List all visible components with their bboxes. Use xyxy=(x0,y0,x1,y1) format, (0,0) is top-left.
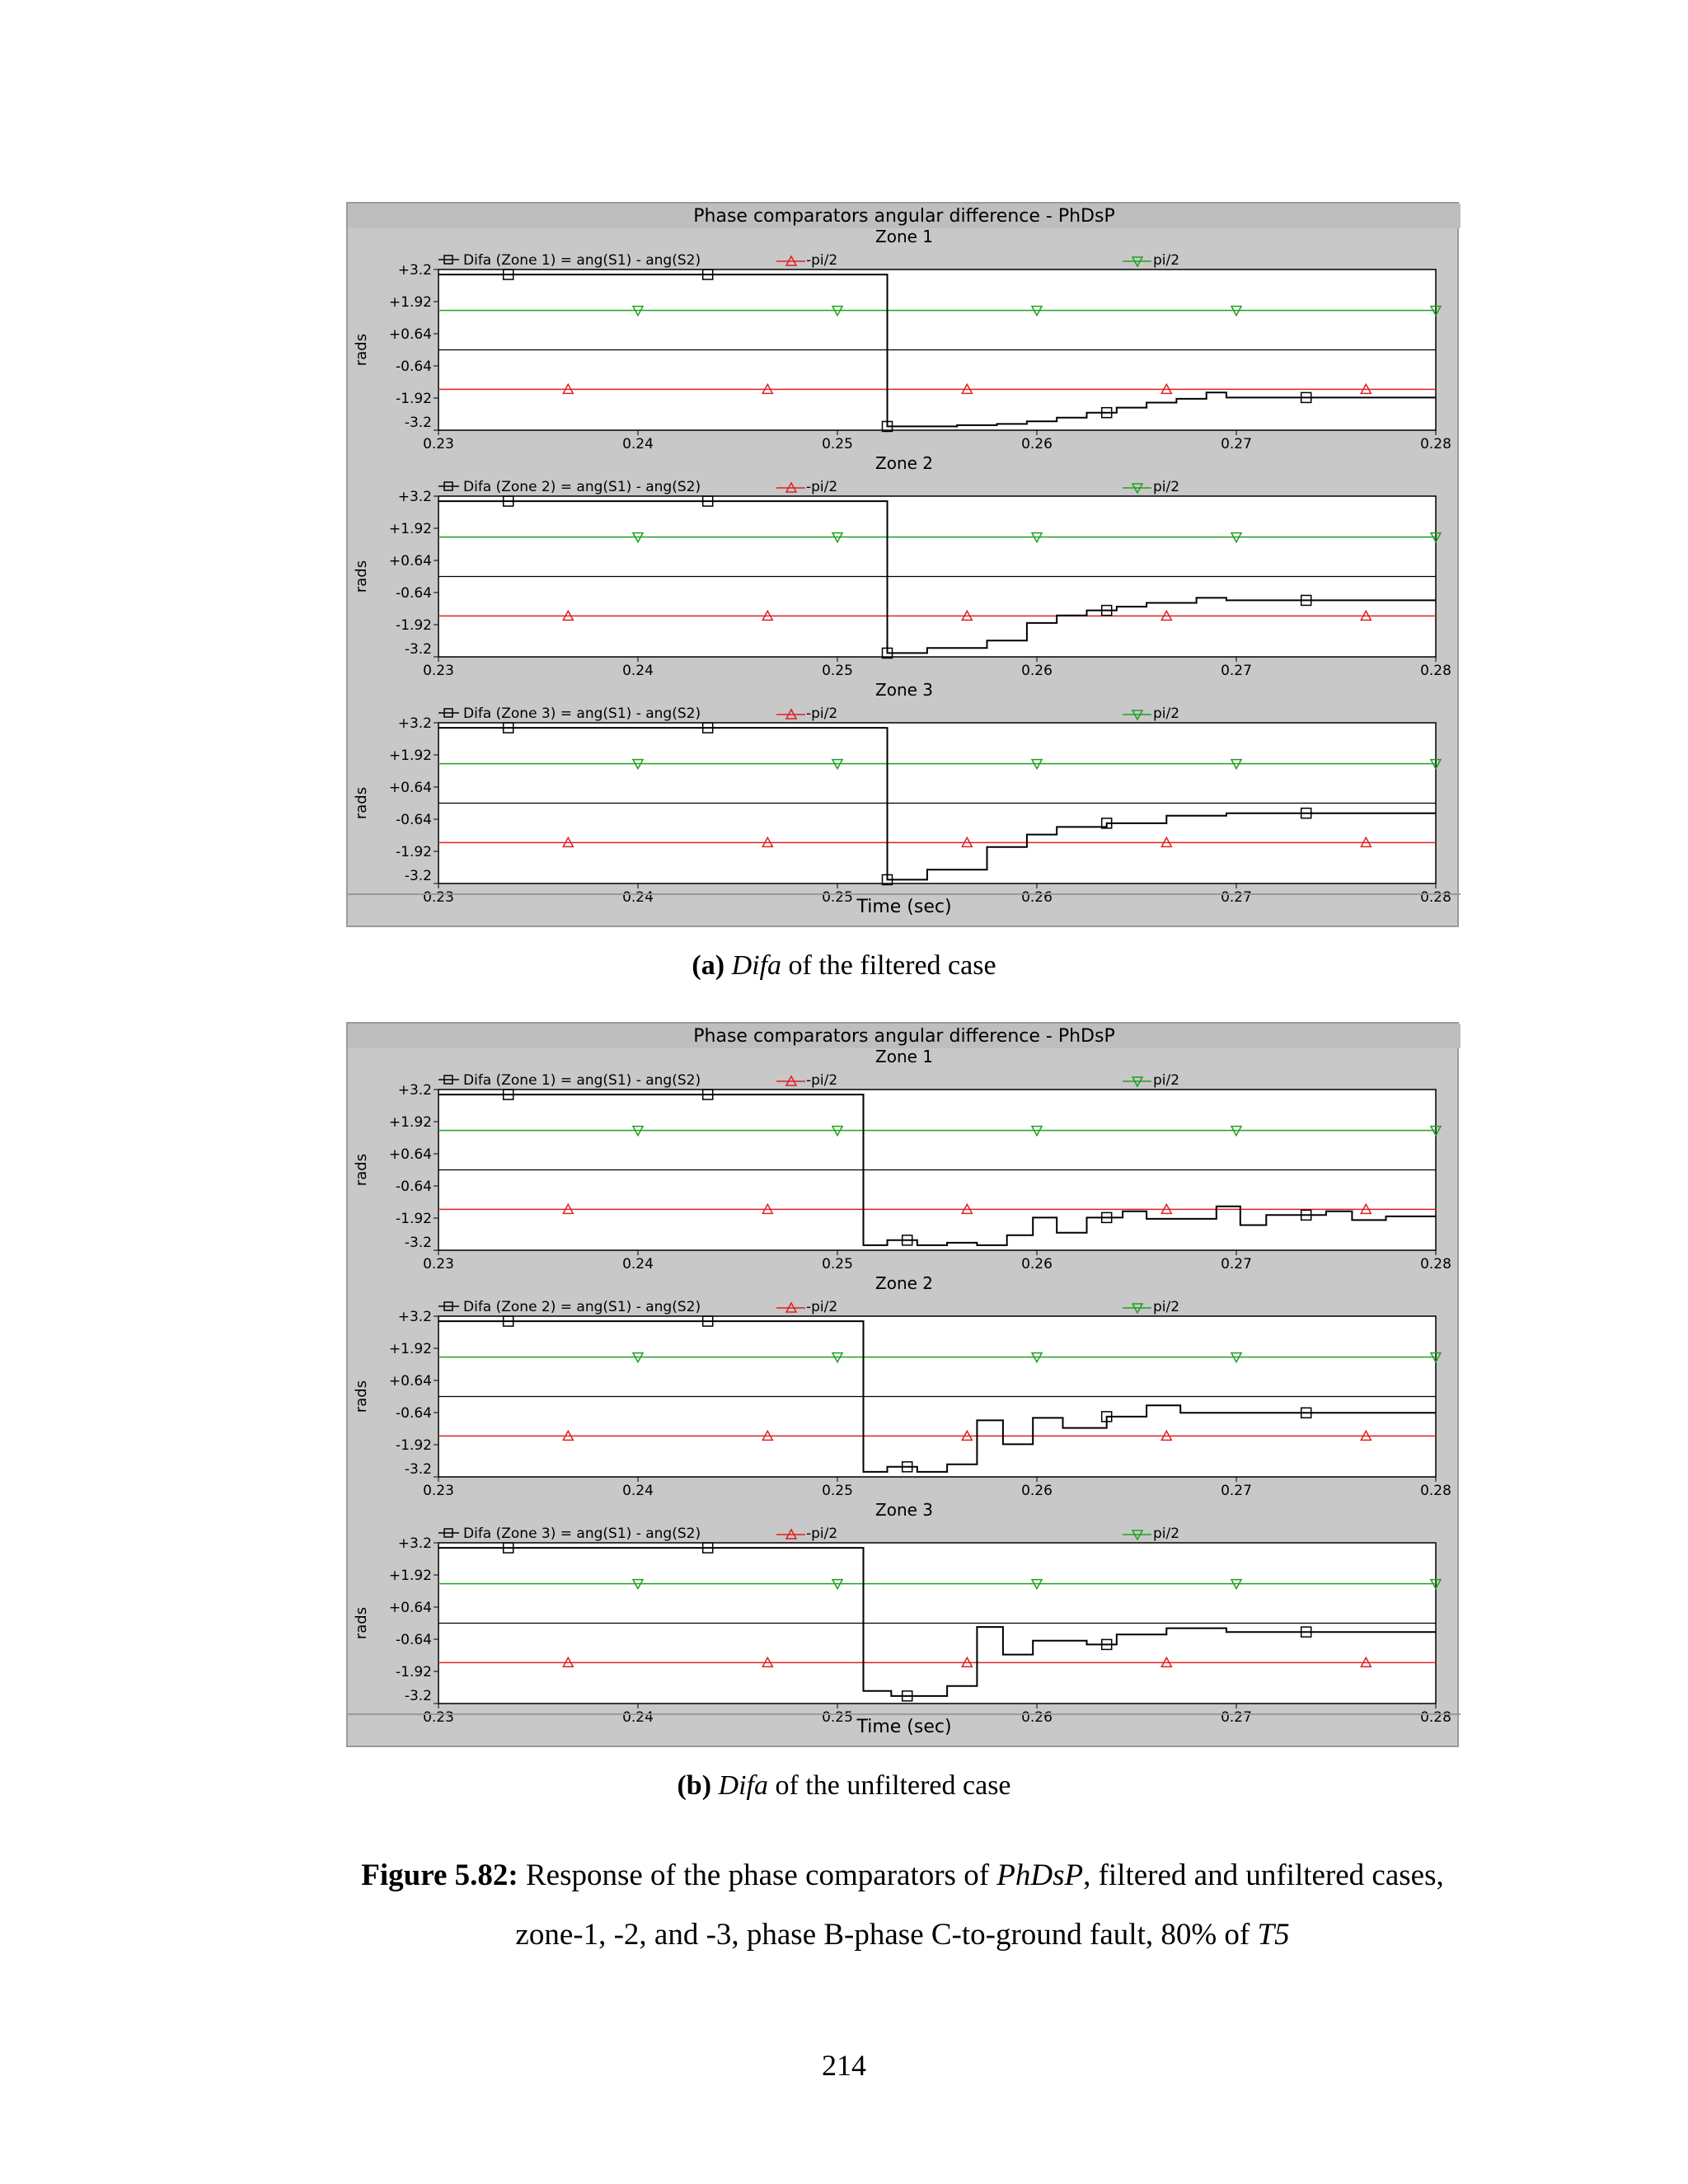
x-tick-label: 0.24 xyxy=(622,889,654,906)
chart-unfiltered-svg xyxy=(348,1024,1461,1749)
x-tick-label: 0.26 xyxy=(1021,436,1053,452)
x-tick-label: 0.26 xyxy=(1021,1709,1053,1726)
y-tick-label: +3.2 xyxy=(397,262,432,279)
legend-label-difa: Difa (Zone 2) = ang(S1) - ang(S2) xyxy=(463,479,701,495)
x-tick-label: 0.23 xyxy=(423,663,454,679)
y-tick-label: +3.2 xyxy=(397,489,432,505)
page-number: 214 xyxy=(822,2049,866,2082)
y-axis-label: rads xyxy=(353,1606,370,1640)
x-tick-label: 0.26 xyxy=(1021,1256,1053,1272)
caption-name: Difa xyxy=(731,950,782,981)
y-tick-label: -0.64 xyxy=(396,1632,432,1648)
figure-t5: T5 xyxy=(1257,1918,1290,1952)
x-tick-label: 0.28 xyxy=(1420,1256,1451,1272)
zone-2 xyxy=(353,453,1451,679)
caption-letter: (b) xyxy=(677,1770,712,1801)
y-tick-label: -0.64 xyxy=(396,359,432,375)
caption-rest: of the filtered case xyxy=(781,950,996,981)
y-tick-label: -3.2 xyxy=(404,1461,432,1478)
y-tick-label: -3.2 xyxy=(404,1235,432,1251)
caption-filtered xyxy=(0,950,1688,982)
zone-2 xyxy=(353,1273,1451,1499)
x-tick-label: 0.27 xyxy=(1221,663,1252,679)
y-tick-label: +0.64 xyxy=(388,780,432,796)
x-tick-label: 0.27 xyxy=(1221,436,1252,452)
x-tick-label: 0.23 xyxy=(423,889,454,906)
x-tick-label: 0.23 xyxy=(423,1256,454,1272)
caption-rest: of the unfiltered case xyxy=(767,1770,1011,1801)
y-tick-label: +1.92 xyxy=(388,1114,432,1131)
zone-3 xyxy=(353,680,1451,906)
caption-name: Difa xyxy=(718,1770,768,1801)
y-tick-label: +3.2 xyxy=(397,1535,432,1552)
x-tick-label: 0.27 xyxy=(1221,1709,1252,1726)
zone-title: Zone 3 xyxy=(875,1500,933,1520)
x-tick-label: 0.27 xyxy=(1221,889,1252,906)
y-tick-label: -1.92 xyxy=(396,1437,432,1454)
zone-1 xyxy=(353,1047,1451,1272)
y-tick-label: +3.2 xyxy=(397,715,432,732)
x-tick-label: 0.26 xyxy=(1021,889,1053,906)
x-tick-label: 0.23 xyxy=(423,1709,454,1726)
x-tick-label: 0.28 xyxy=(1420,663,1451,679)
legend-label-difa: Difa (Zone 1) = ang(S1) - ang(S2) xyxy=(463,252,701,269)
y-tick-label: +3.2 xyxy=(397,1309,432,1325)
x-tick-label: 0.25 xyxy=(822,1483,853,1499)
legend-label-difa: Difa (Zone 1) = ang(S1) - ang(S2) xyxy=(463,1072,701,1089)
x-tick-label: 0.26 xyxy=(1021,1483,1053,1499)
x-tick-label: 0.28 xyxy=(1420,889,1451,906)
caption-unfiltered xyxy=(0,1770,1688,1802)
x-tick-label: 0.28 xyxy=(1420,1709,1451,1726)
x-tick-label: 0.28 xyxy=(1420,436,1451,452)
figure-text-2: , filtered and unfiltered cases, zone-1, -2, and -3, phase B-phase C-to-ground fault, 80% of xyxy=(515,1858,1444,1952)
y-tick-label: -3.2 xyxy=(404,1688,432,1704)
zone-title: Zone 2 xyxy=(875,453,933,473)
y-tick-label: -0.64 xyxy=(396,585,432,602)
legend-label-neg: -pi/2 xyxy=(806,479,838,495)
x-tick-label: 0.24 xyxy=(622,1709,654,1726)
chart-title: Phase comparators angular difference - PhDsP xyxy=(693,206,1115,227)
legend-label-pos: pi/2 xyxy=(1153,252,1180,269)
zone-3 xyxy=(353,1500,1451,1726)
x-tick-label: 0.27 xyxy=(1221,1256,1252,1272)
zone-1 xyxy=(353,227,1451,452)
zone-title: Zone 3 xyxy=(875,680,933,700)
y-tick-label: -3.2 xyxy=(404,641,432,658)
legend-label-difa: Difa (Zone 3) = ang(S1) - ang(S2) xyxy=(463,705,701,722)
y-tick-label: -1.92 xyxy=(396,1211,432,1227)
figure-text-1: Response of the phase comparators of xyxy=(518,1858,997,1892)
x-tick-label: 0.24 xyxy=(622,1256,654,1272)
legend-label-neg: -pi/2 xyxy=(806,1299,838,1315)
zone-title: Zone 1 xyxy=(875,1047,933,1066)
legend-label-neg: -pi/2 xyxy=(806,1526,838,1542)
x-tick-label: 0.23 xyxy=(423,1483,454,1499)
y-tick-label: -1.92 xyxy=(396,391,432,407)
y-tick-label: +0.64 xyxy=(388,326,432,343)
zone-title: Zone 2 xyxy=(875,1273,933,1293)
x-axis-label: Time (sec) xyxy=(856,897,952,917)
y-tick-label: +1.92 xyxy=(388,1568,432,1584)
chart-panel-filtered xyxy=(346,202,1459,927)
figure-label: Figure 5.82: xyxy=(361,1858,518,1892)
legend-label-neg: -pi/2 xyxy=(806,1072,838,1089)
chart-title: Phase comparators angular difference - PhDsP xyxy=(693,1026,1115,1047)
y-tick-label: +1.92 xyxy=(388,294,432,311)
legend-label-pos: pi/2 xyxy=(1153,1526,1180,1542)
x-tick-label: 0.24 xyxy=(622,1483,654,1499)
y-tick-label: -0.64 xyxy=(396,1405,432,1422)
y-tick-label: +0.64 xyxy=(388,1146,432,1163)
y-tick-label: +3.2 xyxy=(397,1082,432,1099)
y-axis-label: rads xyxy=(353,560,370,593)
x-tick-label: 0.25 xyxy=(822,1256,853,1272)
legend-label-neg: -pi/2 xyxy=(806,705,838,722)
legend-label-difa: Difa (Zone 3) = ang(S1) - ang(S2) xyxy=(463,1526,701,1542)
y-tick-label: -1.92 xyxy=(396,1664,432,1680)
zone-title: Zone 1 xyxy=(875,227,933,246)
y-tick-label: +1.92 xyxy=(388,748,432,764)
legend-label-pos: pi/2 xyxy=(1153,705,1180,722)
x-tick-label: 0.28 xyxy=(1420,1483,1451,1499)
y-axis-label: rads xyxy=(353,1380,370,1413)
y-tick-label: +1.92 xyxy=(388,521,432,537)
y-tick-label: -0.64 xyxy=(396,1179,432,1195)
x-tick-label: 0.25 xyxy=(822,1709,853,1726)
y-tick-label: +0.64 xyxy=(388,553,432,569)
y-tick-label: -0.64 xyxy=(396,812,432,828)
x-tick-label: 0.23 xyxy=(423,436,454,452)
legend-label-neg: -pi/2 xyxy=(806,252,838,269)
y-axis-label: rads xyxy=(353,786,370,820)
y-axis-label: rads xyxy=(353,1153,370,1187)
y-tick-label: +0.64 xyxy=(388,1373,432,1390)
y-tick-label: +0.64 xyxy=(388,1600,432,1616)
legend-label-pos: pi/2 xyxy=(1153,1299,1180,1315)
x-tick-label: 0.24 xyxy=(622,436,654,452)
figure-name: PhDsP xyxy=(996,1858,1084,1892)
legend-label-pos: pi/2 xyxy=(1153,1072,1180,1089)
x-tick-label: 0.25 xyxy=(822,436,853,452)
x-tick-label: 0.26 xyxy=(1021,663,1053,679)
chart-panel-unfiltered xyxy=(346,1022,1459,1747)
y-tick-label: +1.92 xyxy=(388,1341,432,1357)
legend-label-pos: pi/2 xyxy=(1153,479,1180,495)
x-axis-label: Time (sec) xyxy=(856,1717,952,1737)
x-tick-label: 0.27 xyxy=(1221,1483,1252,1499)
figure-caption xyxy=(346,1846,1459,1965)
chart-filtered-svg xyxy=(348,204,1461,929)
x-tick-label: 0.25 xyxy=(822,663,853,679)
y-tick-label: -1.92 xyxy=(396,617,432,634)
y-tick-label: -3.2 xyxy=(404,415,432,431)
x-tick-label: 0.25 xyxy=(822,889,853,906)
y-axis-label: rads xyxy=(353,333,370,367)
x-tick-label: 0.24 xyxy=(622,663,654,679)
y-tick-label: -3.2 xyxy=(404,868,432,884)
y-tick-label: -1.92 xyxy=(396,844,432,860)
legend-label-difa: Difa (Zone 2) = ang(S1) - ang(S2) xyxy=(463,1299,701,1315)
caption-letter: (a) xyxy=(692,950,725,981)
